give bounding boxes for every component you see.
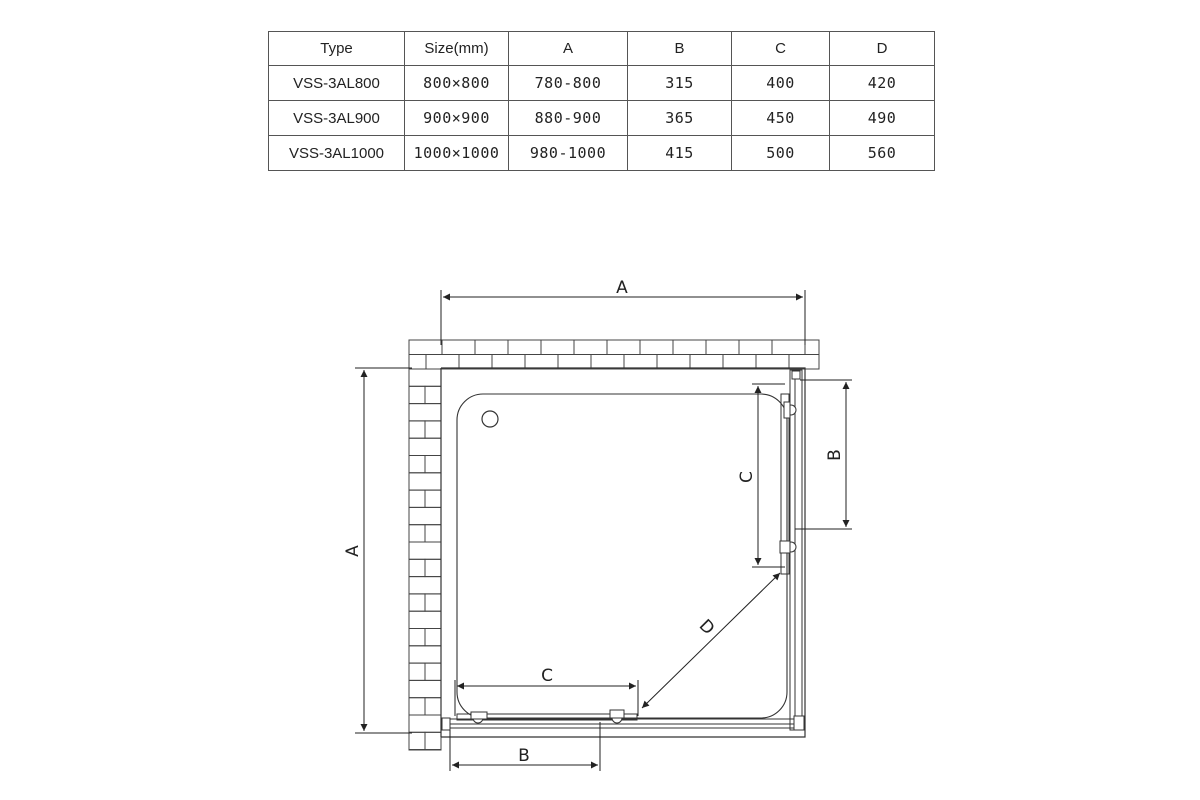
corner-fitting-bottom-right	[794, 716, 804, 730]
tray-inner	[457, 394, 787, 718]
brick	[409, 594, 425, 611]
header-type: Type	[269, 32, 405, 66]
brick	[673, 340, 706, 355]
cell-a: 980-1000	[509, 136, 628, 171]
brick	[624, 355, 657, 370]
brick	[409, 663, 425, 680]
cell-d: 490	[830, 101, 935, 136]
brick	[640, 340, 673, 355]
brick	[425, 698, 441, 715]
brick	[425, 525, 441, 542]
brick	[657, 355, 690, 370]
cell-d: 560	[830, 136, 935, 171]
brick	[409, 507, 441, 524]
brick	[426, 355, 459, 370]
brick	[425, 594, 441, 611]
brick	[492, 355, 525, 370]
cell-b: 365	[628, 101, 732, 136]
brick	[409, 646, 441, 663]
brick	[690, 355, 723, 370]
brick	[558, 355, 591, 370]
shower-tray	[441, 368, 805, 737]
brick	[425, 456, 441, 473]
cell-b: 315	[628, 66, 732, 101]
brick	[409, 456, 425, 473]
cell-size: 1000×1000	[405, 136, 509, 171]
brick	[409, 732, 425, 749]
brick	[409, 421, 425, 438]
label-horizontal-c: C	[541, 666, 553, 686]
brick	[409, 680, 441, 697]
cell-a: 880-900	[509, 101, 628, 136]
cell-b: 415	[628, 136, 732, 171]
brick	[425, 663, 441, 680]
header-d: D	[830, 32, 935, 66]
label-bottom-b: B	[518, 746, 530, 766]
cell-c: 500	[732, 136, 830, 171]
brick	[591, 355, 624, 370]
label-diagonal-d: D	[694, 615, 719, 640]
roller-icon	[780, 541, 796, 553]
cell-d: 420	[830, 66, 935, 101]
tray-outer	[441, 368, 805, 737]
cell-type: VSS-3AL900	[269, 101, 405, 136]
cell-type: VSS-3AL800	[269, 66, 405, 101]
dim-diagonal-d-line	[642, 573, 780, 708]
brick	[409, 473, 441, 490]
brick	[409, 577, 441, 594]
roller-icon	[471, 712, 487, 723]
dimension-lines	[355, 290, 852, 771]
brick	[409, 715, 441, 732]
brick	[409, 369, 441, 386]
brick	[442, 340, 475, 355]
brick	[409, 438, 441, 455]
left-brick-wall	[409, 369, 441, 750]
top-brick-wall	[409, 340, 819, 369]
brick	[425, 629, 441, 646]
brick	[409, 386, 425, 403]
brick	[409, 629, 425, 646]
brick	[409, 542, 441, 559]
cell-c: 400	[732, 66, 830, 101]
brick	[607, 340, 640, 355]
brick	[409, 404, 441, 421]
roller-icon	[610, 710, 624, 723]
brick	[706, 340, 739, 355]
drain-icon	[482, 411, 498, 427]
brick	[756, 355, 789, 370]
brick	[541, 340, 574, 355]
header-size: Size(mm)	[405, 32, 509, 66]
brick	[409, 559, 425, 576]
brick	[475, 340, 508, 355]
cell-type: VSS-3AL1000	[269, 136, 405, 171]
cell-size: 900×900	[405, 101, 509, 136]
label-left-a: A	[343, 545, 363, 557]
corner-fitting-bottom-left	[442, 718, 450, 730]
header-a: A	[509, 32, 628, 66]
brick	[508, 340, 541, 355]
brick	[409, 698, 425, 715]
brick	[409, 611, 441, 628]
brick	[409, 355, 426, 370]
label-vertical-c: C	[737, 471, 757, 483]
roller-fittings	[471, 402, 796, 723]
header-c: C	[732, 32, 830, 66]
brick	[772, 340, 805, 355]
brick	[525, 355, 558, 370]
cell-c: 450	[732, 101, 830, 136]
brick	[409, 340, 442, 355]
brick	[425, 732, 441, 749]
brick	[459, 355, 492, 370]
brick	[739, 340, 772, 355]
brick	[425, 421, 441, 438]
label-top-a: A	[616, 278, 628, 298]
label-right-b: B	[825, 449, 845, 461]
brick	[425, 386, 441, 403]
cell-a: 780-800	[509, 66, 628, 101]
header-b: B	[628, 32, 732, 66]
brick	[789, 355, 819, 370]
brick	[409, 525, 425, 542]
cell-size: 800×800	[405, 66, 509, 101]
brick	[409, 490, 425, 507]
brick	[723, 355, 756, 370]
brick	[425, 490, 441, 507]
brick	[805, 340, 819, 355]
brick	[574, 340, 607, 355]
roller-icon	[784, 402, 796, 418]
brick	[425, 559, 441, 576]
corner-fitting-top-right	[792, 371, 800, 379]
